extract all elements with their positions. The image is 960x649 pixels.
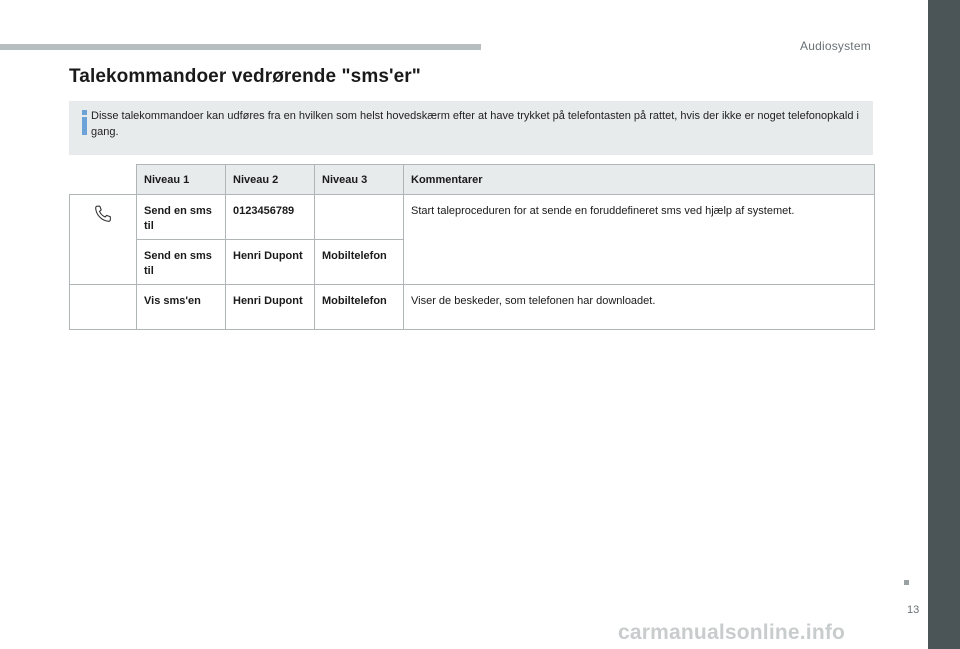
page-title: Talekommandoer vedrørende "sms'er" <box>69 66 421 87</box>
page-marker <box>904 580 909 585</box>
row-2-niveau-2: Henri Dupont <box>226 240 315 285</box>
row-3-comment: Viser de beskeder, som telefonen har downloadet. <box>404 285 875 330</box>
table-row <box>70 195 875 240</box>
table-header-niveau-3: Niveau 3 <box>315 165 404 195</box>
row-2-niveau-3: Mobiltelefon <box>315 240 404 285</box>
page-number: 13 <box>907 604 920 616</box>
table-icon-cell <box>70 195 137 285</box>
top-rule <box>0 44 481 50</box>
phone-icon <box>92 203 114 225</box>
row-3-icon-cell <box>70 285 137 330</box>
commands-table <box>69 164 875 330</box>
row-1-comment: Start taleproceduren for at sende en foruddefineret sms ved hjælp af systemet. <box>404 195 875 285</box>
row-3-niveau-2: Henri Dupont <box>226 285 315 330</box>
table-row <box>70 285 875 330</box>
info-text: Disse talekommandoer kan udføres fra en hvilken som helst hovedskærm efter at have trykket på telefontasten på rattet, hvis der ikke er noget telefonopkald i gang. <box>91 110 859 138</box>
section-label: Audiosystem <box>800 39 871 53</box>
row-1-niveau-2: 0123456789 <box>226 195 315 240</box>
row-2-niveau-1: Send en sms til <box>137 240 226 285</box>
row-3-niveau-3: Mobiltelefon <box>315 285 404 330</box>
table-header-kommentarer: Kommentarer <box>404 165 875 195</box>
row-3-niveau-1: Vis sms'en <box>137 285 226 330</box>
table-header-row <box>70 165 875 195</box>
table-header-niveau-2: Niveau 2 <box>226 165 315 195</box>
row-1-niveau-1: Send en sms til <box>137 195 226 240</box>
side-band <box>928 0 960 649</box>
table-header-niveau-1: Niveau 1 <box>137 165 226 195</box>
table-header-empty <box>70 165 137 195</box>
info-icon <box>80 110 89 135</box>
row-1-niveau-3 <box>315 195 404 240</box>
info-box <box>69 101 873 155</box>
watermark: carmanualsonline.info <box>618 621 846 644</box>
